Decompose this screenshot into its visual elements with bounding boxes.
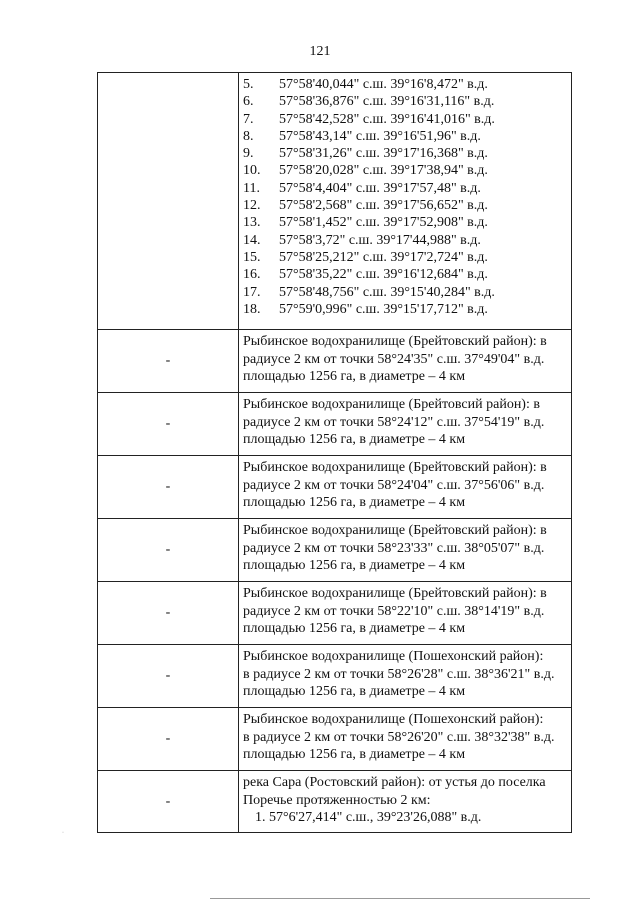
coordinate-number: 18. (243, 301, 261, 317)
coordinate-item (243, 180, 567, 197)
table-row (98, 330, 572, 393)
description-line: площадью 1256 га, в диаметре – 4 км (243, 621, 466, 636)
table-row (98, 708, 572, 771)
coordinate-item (243, 249, 567, 266)
description-cell (239, 771, 572, 833)
table-row (98, 645, 572, 708)
description-cell (239, 708, 572, 771)
description-line: площадью 1256 га, в диаметре – 4 км (243, 495, 466, 510)
coordinate-number: 14. (243, 232, 261, 248)
coordinate-item (243, 214, 567, 231)
dash-cell: - (98, 708, 239, 771)
coordinate-value: 57°58'42,528" с.ш. 39°16'41,016" в.д. (279, 111, 495, 127)
description-line: Поречье протяженностью 2 км: (243, 792, 431, 808)
coordinate-number: 5. (243, 77, 254, 92)
coordinate-item (243, 197, 567, 214)
coordinate-number: 9. (243, 146, 254, 162)
coordinate-number: 6. (243, 94, 254, 110)
table-row (98, 519, 572, 582)
coordinate-item (243, 76, 567, 93)
description-line: площадью 1256 га, в диаметре – 4 км (243, 558, 466, 573)
zones-table (97, 72, 572, 833)
coordinate-item (243, 284, 567, 301)
dash-cell: - (98, 645, 239, 708)
coordinate-list (243, 76, 567, 318)
description-line: площадью 1256 га, в диаметре – 4 км (243, 369, 466, 384)
coordinate-number: 13. (243, 215, 261, 231)
coordinate-number: 12. (243, 198, 261, 214)
description-line: Рыбинское водохранилище (Брейтовский район): в (243, 523, 547, 538)
coordinate-item (243, 111, 567, 128)
coordinate-value: 57°59'0,996" с.ш. 39°15'17,712" в.д. (279, 301, 488, 317)
coordinate-value: 57°58'20,028" с.ш. 39°17'38,94" в.д. (279, 163, 488, 179)
description-line: река Сара (Ростовский район): от устья до поселка (243, 775, 546, 790)
coordinate-number: 17. (243, 284, 261, 300)
coordinate-value: 57°58'36,876" с.ш. 39°16'31,116" в.д. (279, 94, 495, 110)
coordinate-value: 57°58'1,452" с.ш. 39°17'52,908" в.д. (279, 215, 488, 231)
coordinate-value: 57°58'25,212" с.ш. 39°17'2,724" в.д. (279, 249, 488, 265)
coordinate-number: 11. (243, 180, 260, 196)
description-cell (239, 330, 572, 393)
bottom-rule (210, 898, 590, 899)
coordinate-number: 8. (243, 128, 254, 144)
description-line: площадью 1256 га, в диаметре – 4 км (243, 684, 466, 699)
description-line: радиусе 2 км от точки 58°24'12" с.ш. 37°54'19" в.д. (243, 414, 545, 430)
page-number: 121 (309, 44, 331, 59)
coordinate-number: 10. (243, 163, 261, 179)
scan-mark: · (62, 830, 64, 836)
coordinate-item (243, 301, 567, 318)
coordinate-item (243, 128, 567, 145)
description-line: радиусе 2 км от точки 58°24'35" с.ш. 37°49'04" в.д. (243, 351, 545, 367)
empty-cell (98, 73, 239, 330)
coordinate-number: 7. (243, 111, 254, 127)
coordinate-item: 1. 57°6'27,414" с.ш., 39°23'26,088" в.д. (255, 810, 482, 825)
coordinate-number: 16. (243, 267, 261, 283)
table-row (98, 582, 572, 645)
table-row (98, 456, 572, 519)
description-cell (239, 393, 572, 456)
coordinate-item (243, 232, 567, 249)
coordinate-value: 57°58'43,14" с.ш. 39°16'51,96" в.д. (279, 128, 481, 144)
description-line: Рыбинское водохранилище (Брейтовсий район): в (243, 397, 540, 412)
coordinate-value: 57°58'31,26" с.ш. 39°17'16,368" в.д. (279, 146, 488, 162)
dash-cell: - (98, 330, 239, 393)
description-cell (239, 645, 572, 708)
description-line: площадью 1256 га, в диаметре – 4 км (243, 747, 466, 762)
description-line: радиусе 2 км от точки 58°24'04" с.ш. 37°56'06" в.д. (243, 477, 545, 493)
description-line: в радиусе 2 км от точки 58°26'28" с.ш. 38°36'21" в.д. (243, 666, 555, 682)
description-line: радиусе 2 км от точки 58°22'10" с.ш. 38°14'19" в.д. (243, 603, 545, 619)
description-line: радиусе 2 км от точки 58°23'33" с.ш. 38°05'07" в.д. (243, 540, 545, 556)
table-row (98, 393, 572, 456)
description-cell (239, 519, 572, 582)
coordinate-value: 57°58'40,044" с.ш. 39°16'8,472" в.д. (279, 77, 488, 92)
description-cell (239, 582, 572, 645)
coordinate-value: 57°58'4,404" с.ш. 39°17'57,48" в.д. (279, 180, 481, 196)
description-line: Рыбинское водохранилище (Брейтовский район): в (243, 334, 547, 349)
coordinate-item (243, 162, 567, 179)
description-line: площадью 1256 га, в диаметре – 4 км (243, 432, 466, 447)
coordinate-item (243, 93, 567, 110)
coordinate-item (243, 266, 567, 283)
dash-cell: - (98, 393, 239, 456)
coordinate-value: 57°58'48,756" с.ш. 39°15'40,284" в.д. (279, 284, 495, 300)
description-line: Рыбинское водохранилище (Брейтовский район): в (243, 460, 547, 475)
table-row (98, 771, 572, 833)
dash-cell: - (98, 456, 239, 519)
description-line: Рыбинское водохранилище (Пошехонский район): (243, 649, 544, 664)
coordinate-number: 15. (243, 249, 261, 265)
dash-cell: - (98, 771, 239, 833)
dash-cell: - (98, 582, 239, 645)
dash-cell: - (98, 519, 239, 582)
description-line: в радиусе 2 км от точки 58°26'20" с.ш. 38°32'38" в.д. (243, 729, 555, 745)
coordinate-value: 57°58'35,22" с.ш. 39°16'12,684" в.д. (279, 267, 488, 283)
description-line: Рыбинское водохранилище (Брейтовский район): в (243, 586, 547, 601)
coordinate-value: 57°58'2,568" с.ш. 39°17'56,652" в.д. (279, 198, 488, 214)
coordinate-item (243, 145, 567, 162)
coordinate-value: 57°58'3,72" с.ш. 39°17'44,988" в.д. (279, 232, 481, 248)
coordinates-cell (239, 73, 572, 330)
description-cell (239, 456, 572, 519)
description-line: Рыбинское водохранилище (Пошехонский район): (243, 712, 544, 727)
table-row (98, 73, 572, 330)
